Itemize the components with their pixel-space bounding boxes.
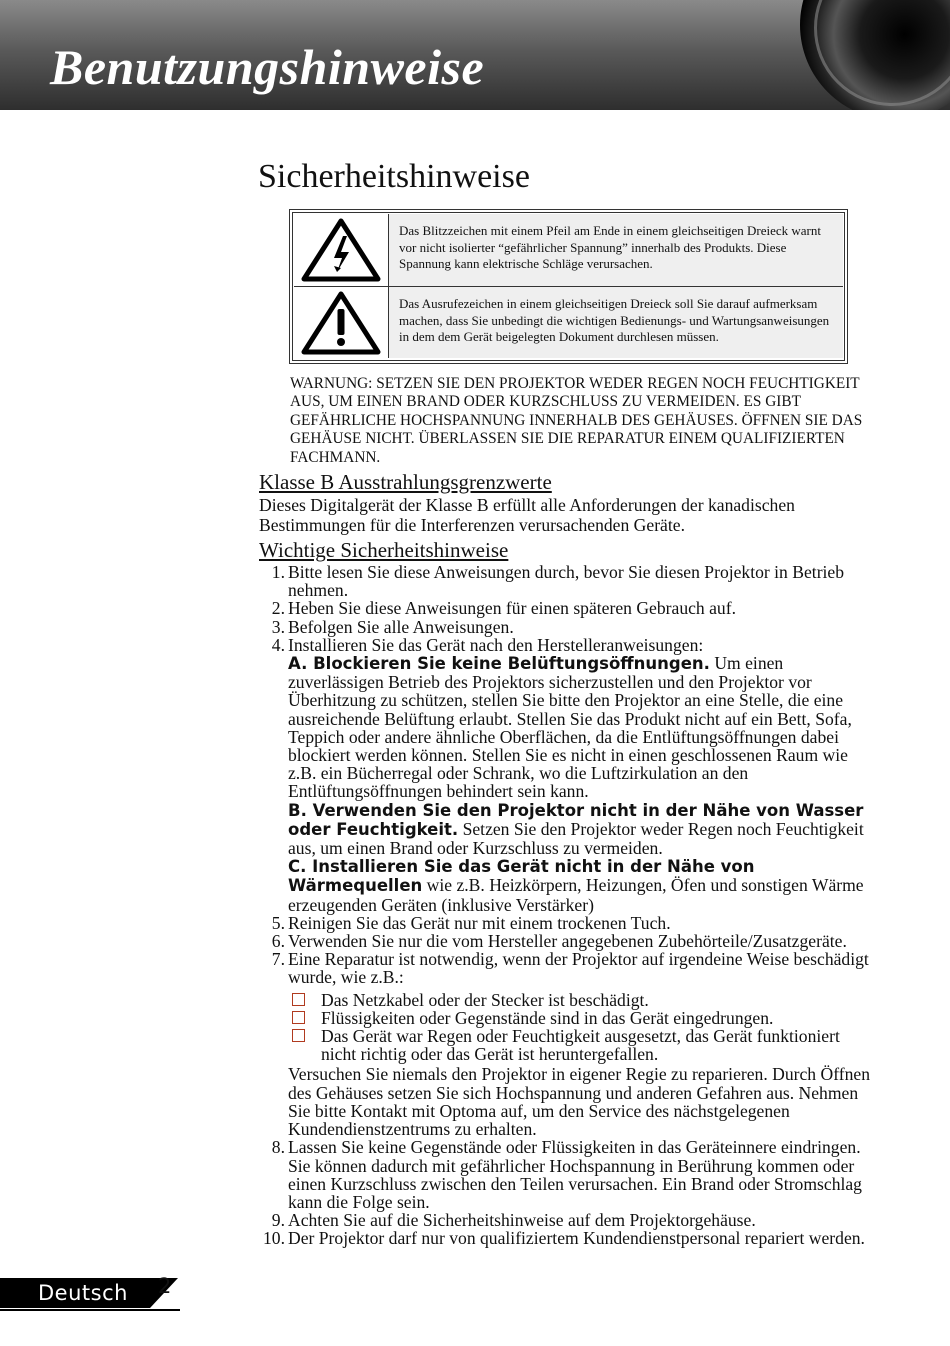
checkbox-bullet-icon [292, 1011, 305, 1024]
list-text: Reinigen Sie das Gerät nur mit einem trockenen Tuch. [288, 912, 671, 933]
list-number: 6. [271, 931, 285, 952]
list-text: Achten Sie auf die Sicherheitshinweise auf dem Projektorgehäuse. [288, 1210, 756, 1231]
warning-text-lightning: Das Blitzzeichen mit einem Pfeil am Ende in einem gleichseitigen Dreieck warnt vor nicht isolierter “gefährlicher Spannung” innerhalb des Produkts. Diese Spannung kann elektrische Schläge verursachen. [389, 214, 843, 286]
list-text: Verwenden Sie nur die vom Hersteller angegebenen Zubehörteile/Zusatzgeräte. [288, 931, 847, 952]
list-text: Heben Sie diese Anweisungen für einen späteren Gebrauch auf. [288, 598, 736, 619]
sub-item-c [288, 857, 878, 914]
bullet-item [291, 1009, 878, 1027]
exclamation-triangle-icon [294, 287, 389, 358]
warning-text-exclamation: Das Ausrufezeichen in einem gleichseitigen Dreieck soll Sie darauf aufmerksam machen, dass Sie unbedingt die wichtigen Bedienungs- und Wartungsanweisungen in dem dem Gerät beigelegten Dokument durchlesen müssen. [389, 287, 843, 358]
list-number: 8. [271, 1137, 285, 1158]
checkbox-bullet-icon [292, 1029, 305, 1042]
list-item [258, 1138, 878, 1211]
section-title: Sicherheitshinweise [258, 158, 530, 195]
page-number: 2 [158, 1274, 172, 1298]
header-banner [0, 0, 950, 110]
bullet-item [291, 1027, 878, 1063]
sub-item-b-title: B. Verwenden Sie den Projektor nicht in der Nähe von Wasser oder Feuchtigkeit. [288, 800, 864, 839]
class-b-heading: Klasse B Ausstrahlungsgrenzwerte [259, 470, 552, 494]
list-item [258, 950, 878, 1138]
list-text: Der Projektor darf nur von qualifiziertem Kundendienstpersonal repariert werden. [288, 1228, 865, 1249]
checkbox-bullet-icon [292, 993, 305, 1006]
list-number: 3. [271, 616, 285, 637]
caps-warning: WARNUNG: SETZEN SIE DEN PROJEKTOR WEDER REGEN NOCH FEUCHTIGKEIT AUS, UM EINEN BRAND ODER KURZSCHLUSS ZU VERMEIDEN. ES GIBT GEFÄHRLICHE HOCHSPANNUNG INNERHALB DES GEHÄUSES. ÖFFNEN SIE DAS GEHÄUSE NICHT. ÜBERLASSEN SIE DIE REPARATUR EINEM QUALIFIZIERTEN FACHMANN. [290, 375, 863, 466]
list-number: 9. [271, 1210, 285, 1231]
list-item [258, 932, 878, 950]
bullet-list [288, 991, 878, 1064]
warning-row-exclamation [294, 287, 843, 358]
list-number: 4. [271, 634, 285, 655]
list-text: Bitte lesen Sie diese Anweisungen durch, bevor Sie diesen Projektor in Betrieb nehmen. [288, 562, 845, 601]
lightning-triangle-icon [294, 214, 389, 286]
class-b-text: Dieses Digitalgerät der Klasse B erfüllt alle Anforderungen der kanadischen Bestimmungen für die Interferenzen verursachenden Geräte. [259, 495, 795, 535]
warning-table [289, 209, 848, 364]
sub-item-c-title: C. Installieren Sie das Gerät nicht in der Nähe von Wärmequellen [288, 857, 755, 896]
list-item [258, 1229, 878, 1247]
list-number: 1. [271, 562, 285, 582]
important-heading: Wichtige Sicherheitshinweise [259, 538, 509, 562]
bullet-text: Das Netzkabel oder der Stecker ist beschädigt. [321, 989, 649, 1010]
sub-item-a-title: A. Blockieren Sie keine Belüftungsöffnungen. [288, 654, 710, 674]
list-text: Eine Reparatur ist notwendig, wenn der Projektor auf irgendeine Weise beschädigt wurde, wie z.B.: [288, 949, 869, 988]
repair-note: Versuchen Sie niemals den Projektor in eigener Regie zu reparieren. Durch Öffnen des Gehäuses setzen Sie sich Hochspannung und anderen Gefahren aus. Nehmen Sie bitte Kontakt mit Optoma auf, um den Service des nächstgelegenen Kundendienstzentrums zu erhalten. [288, 1064, 871, 1140]
footer-language: Deutsch [38, 1281, 128, 1305]
list-item [258, 599, 878, 617]
list-item [258, 914, 878, 932]
list-item [258, 563, 878, 599]
list-number: 5. [271, 912, 285, 933]
bullet-item [291, 991, 878, 1009]
safety-list [258, 563, 878, 1248]
sub-item-b [288, 801, 878, 858]
bullet-text: Das Gerät war Regen oder Feuchtigkeit ausgesetzt, das Gerät funktioniert nicht richtig oder das Gerät ist heruntergefallen. [321, 1026, 840, 1065]
list-text: Lassen Sie keine Gegenstände oder Flüssigkeiten in das Geräteinnere eindringen. Sie können dadurch mit gefährlicher Hochspannung in Berührung kommen oder einen Kurzschluss zwischen den Teilen verursachen. Ein Brand oder Stromschlag kann die Folge sein. [288, 1137, 862, 1212]
sub-item-a-text: Um einen zuverlässigen Betrieb des Projektors sicherzustellen und den Projektor vor Überhitzung zu schützen, stellen Sie bitte den Projektor an eine Stelle, die eine ausreichende Belüftung erlaubt. Stellen Sie das Produkt nicht auf ein Bett, Sofa, Teppich oder andere ähnliche Oberflächen, da die Entlüftungsöffnungen dabei blockiert werden können. Stellen Sie es nicht in einen geschlossenen Raum wie z.B. ein Bücherregal oder Schrank, wo die Luftzirkulation an den Entlüftungsöffnungen behindert sein kann. [288, 653, 852, 802]
footer-rule [0, 1309, 180, 1311]
sub-item-c-text: wie z.B. Heizkörpern, Heizungen, Öfen und sonstigen Wärme erzeugenden Geräten (inklusive Verstärker) [288, 875, 864, 915]
list-text: Befolgen Sie alle Anweisungen. [288, 616, 514, 637]
bullet-text: Flüssigkeiten oder Gegenstände sind in das Gerät eingedrungen. [321, 1007, 774, 1028]
list-item [258, 636, 878, 914]
list-number: 7. [271, 949, 285, 970]
list-item [258, 618, 878, 636]
list-item [258, 1211, 878, 1229]
list-number: 10. [263, 1228, 285, 1249]
warning-row-lightning [294, 214, 843, 287]
list-number: 2. [271, 598, 285, 619]
header-title: Benutzungshinweise [50, 39, 485, 95]
sub-item-b-text: Setzen Sie den Projektor weder Regen noch Feuchtigkeit aus, um einen Brand oder Kurzschluss zu vermeiden. [288, 818, 864, 859]
list-text: Installieren Sie das Gerät nach den Herstelleranweisungen: [288, 634, 704, 655]
sub-item-a [288, 654, 878, 801]
